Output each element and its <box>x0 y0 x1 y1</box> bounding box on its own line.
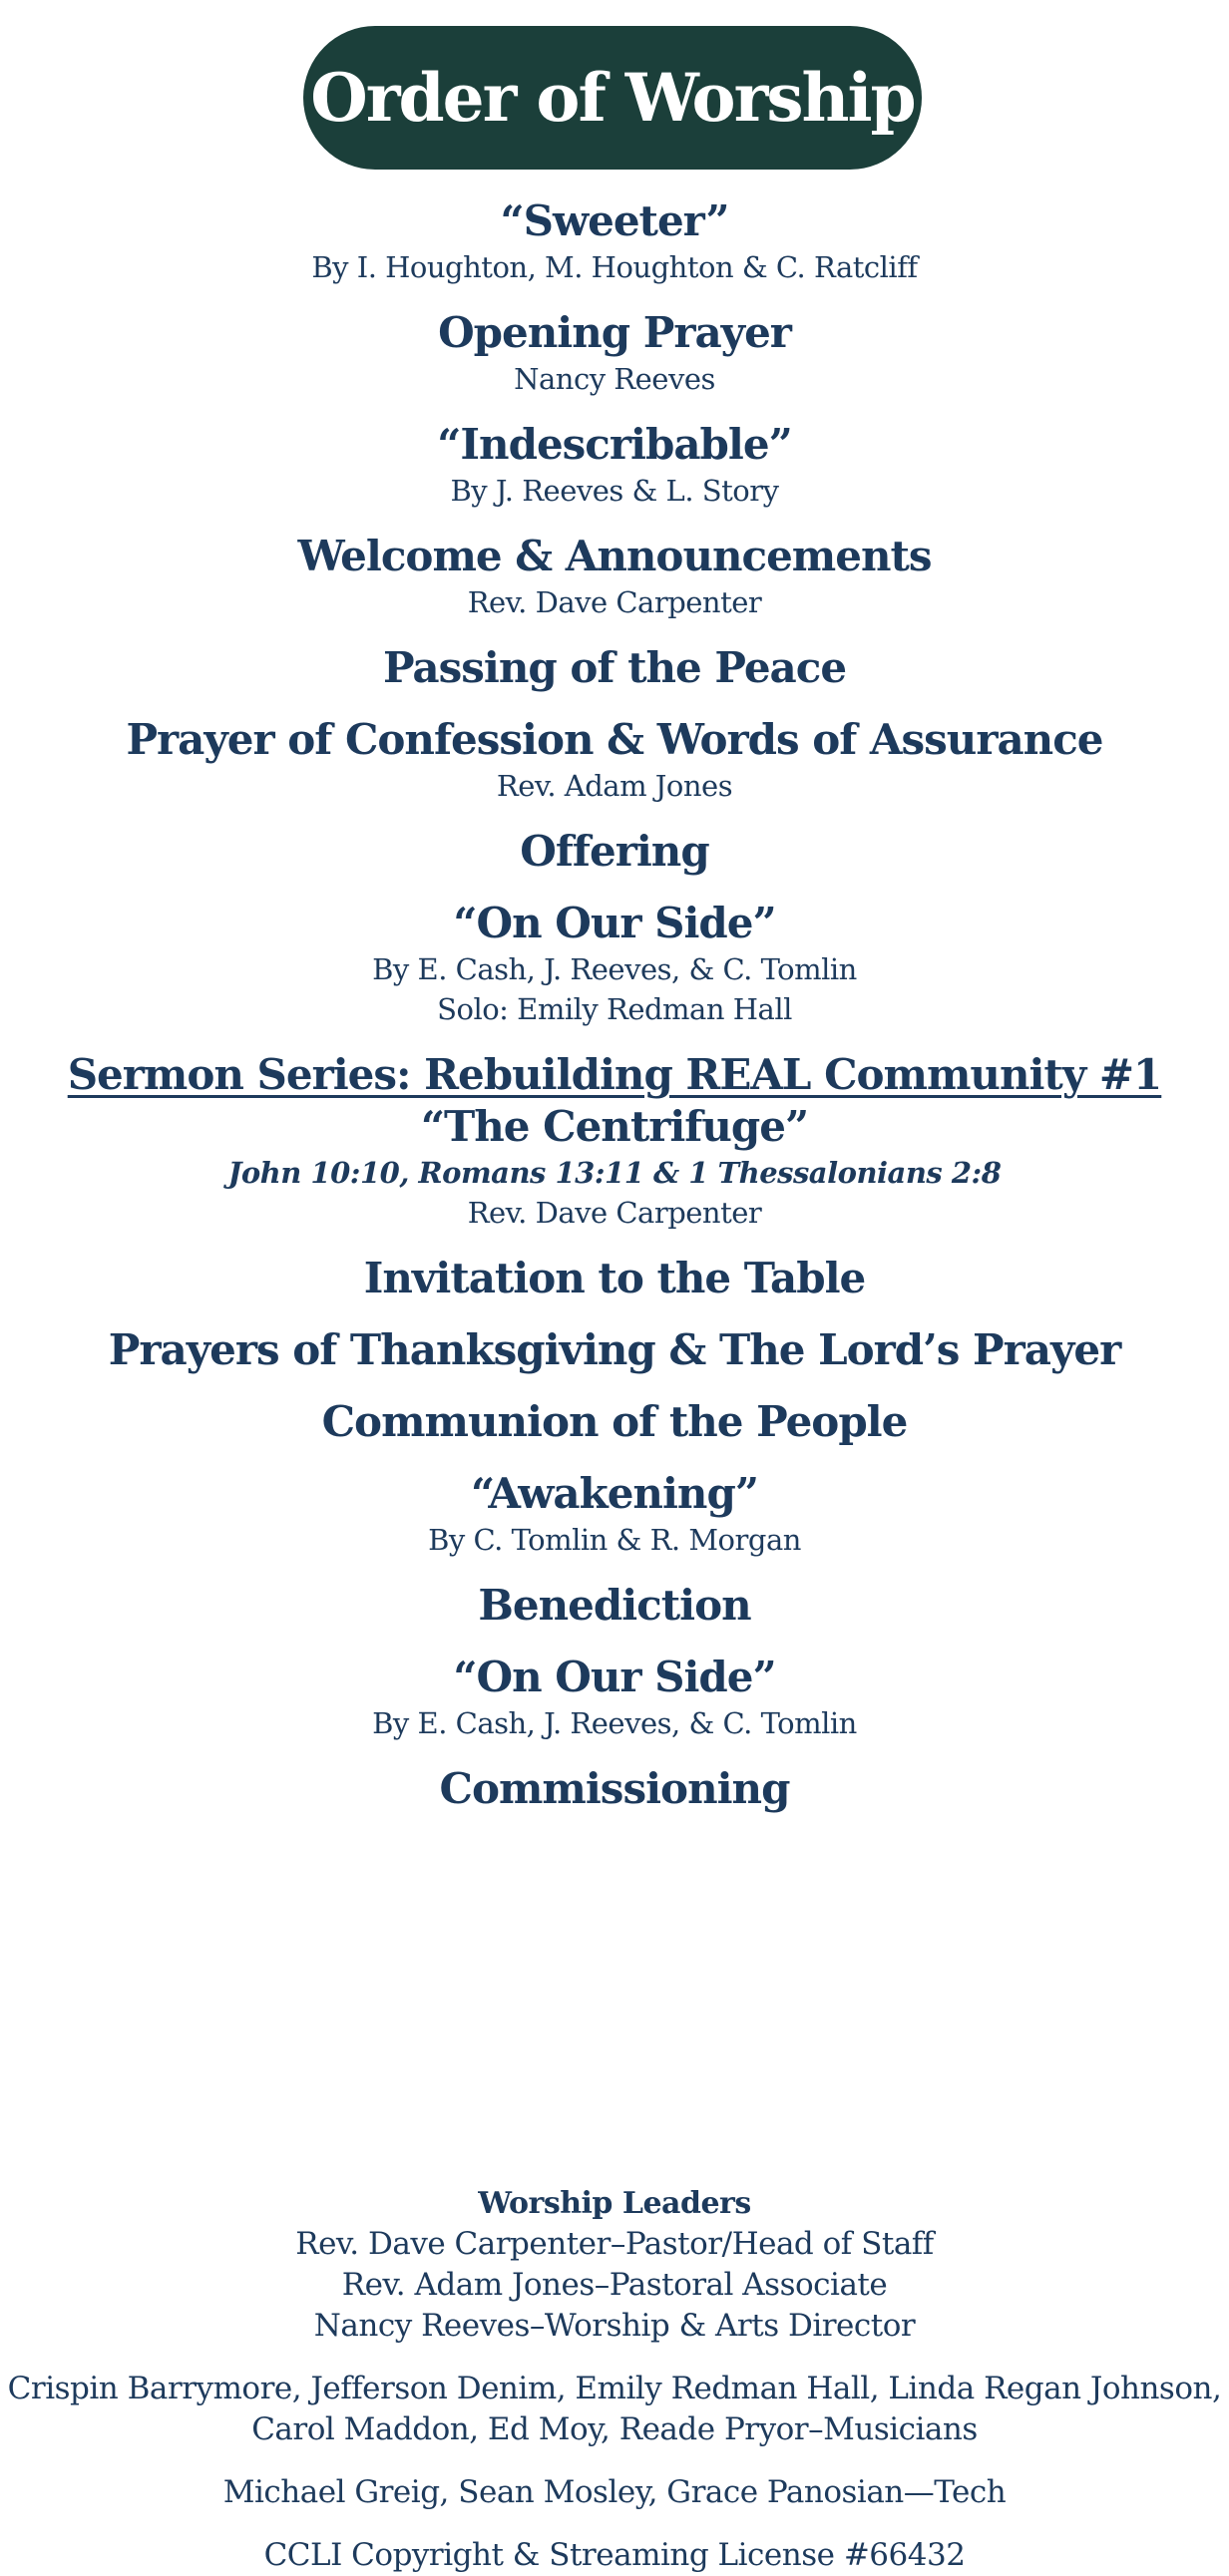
song-awakening <box>0 1468 1229 1560</box>
solo-credit: Solo: Emily Redman Hall <box>437 992 792 1026</box>
item-title: Welcome & Announcements <box>297 532 932 580</box>
musicians-line: Carol Maddon, Ed Moy, Reade Pryor–Musicians <box>251 2411 978 2447</box>
sermon <box>0 1049 1229 1233</box>
prayers-of-thanksgiving <box>0 1324 1229 1376</box>
item-title: Commissioning <box>439 1764 790 1813</box>
sermon-scripture: John 10:10, Romans 13:11 & 1 Thessalonians 2:8 <box>227 1156 1002 1190</box>
song-credit: By E. Cash, J. Reeves, & C. Tomlin <box>372 952 857 986</box>
sermon-title: “The Centrifuge” <box>420 1102 809 1151</box>
passing-of-the-peace <box>0 642 1229 694</box>
license-line: CCLI Copyright & Streaming License #66432 <box>263 2537 966 2573</box>
offering <box>0 826 1229 878</box>
item-title: Prayer of Confession & Words of Assurance <box>126 715 1103 764</box>
song-indescribable <box>0 419 1229 511</box>
opening-prayer <box>0 307 1229 399</box>
staff-line: Nancy Reeves–Worship & Arts Director <box>313 2308 916 2344</box>
commissioning <box>0 1763 1229 1815</box>
staff-line: Rev. Adam Jones–Pastoral Associate <box>341 2267 888 2303</box>
song-title: “Sweeter” <box>500 196 729 245</box>
sermon-series-title: Sermon Series: Rebuilding REAL Community #1 <box>67 1050 1162 1099</box>
spacer <box>0 2347 1229 2369</box>
page-title: Order of Worship <box>310 59 915 137</box>
song-title: “Indescribable” <box>437 420 792 469</box>
item-leader: Rev. Dave Carpenter <box>467 585 762 619</box>
prayer-of-confession <box>0 714 1229 806</box>
song-credit: By E. Cash, J. Reeves, & C. Tomlin <box>372 1706 857 1740</box>
item-title: Opening Prayer <box>438 308 791 357</box>
sermon-preacher: Rev. Dave Carpenter <box>467 1196 762 1230</box>
musicians-line: Crispin Barrymore, Jefferson Denim, Emily Redman Hall, Linda Regan Johnson, <box>7 2371 1222 2406</box>
item-title: Passing of the Peace <box>382 643 847 692</box>
song-title: “Awakening” <box>470 1469 758 1518</box>
song-on-our-side <box>0 898 1229 1029</box>
spacer <box>0 2450 1229 2472</box>
communion-of-the-people <box>0 1396 1229 1448</box>
song-sweeter <box>0 195 1229 287</box>
welcome-announcements <box>0 531 1229 622</box>
item-leader: Nancy Reeves <box>514 362 715 396</box>
worship-leaders-title: Worship Leaders <box>478 2186 751 2221</box>
order-of-worship-list <box>0 195 1229 1815</box>
song-title: “On Our Side” <box>453 899 776 947</box>
worship-leaders-section <box>0 2184 1229 2576</box>
item-title: Communion of the People <box>321 1397 908 1446</box>
song-title: “On Our Side” <box>453 1653 776 1701</box>
song-credit: By J. Reeves & L. Story <box>450 474 779 508</box>
item-title: Offering <box>520 827 709 876</box>
item-title: Prayers of Thanksgiving & The Lord’s Prayer <box>108 1325 1121 1374</box>
item-title: Invitation to the Table <box>363 1254 866 1302</box>
invitation-to-the-table <box>0 1253 1229 1304</box>
song-credit: By C. Tomlin & R. Morgan <box>428 1523 801 1557</box>
item-title: Benediction <box>478 1581 751 1630</box>
spacer <box>0 2513 1229 2535</box>
header-banner <box>303 26 922 170</box>
song-on-our-side-closing <box>0 1652 1229 1743</box>
song-credit: By I. Houghton, M. Houghton & C. Ratcliff <box>311 250 918 284</box>
staff-line: Rev. Dave Carpenter–Pastor/Head of Staff <box>295 2226 934 2262</box>
item-leader: Rev. Adam Jones <box>496 769 733 803</box>
tech-line: Michael Greig, Sean Mosley, Grace Panosian—Tech <box>222 2474 1007 2510</box>
benediction <box>0 1580 1229 1632</box>
